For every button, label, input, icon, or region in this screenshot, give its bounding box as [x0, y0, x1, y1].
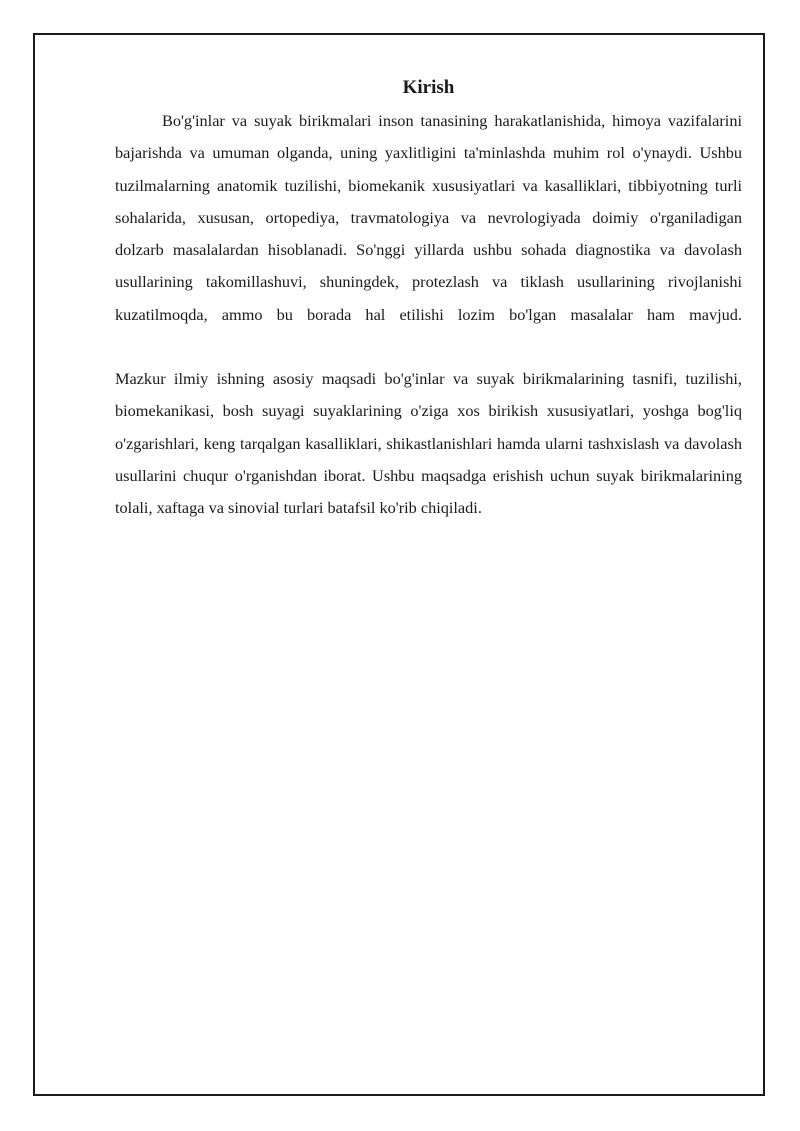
paragraph-objective: Mazkur ilmiy ishning asosiy maqsadi bo'g'inlar va suyak birikmalarining tasnifi, tuzilishi, biomekanikasi, bosh suyagi suyaklarining o'ziga xos birikish xususiyatlari, yoshga bog'liq o'zgarishlari, keng tarqalgan kasalliklari, shikastlanishlari hamda ularni tashxislash va davolash usullarini chuqur o'rganishdan iborat. Ushbu maqsadga erishish uchun suyak birikmalarining tolali, xaftaga va sinovial turlari batafsil ko'rib chiqiladi. — [115, 369, 742, 518]
document-body — [115, 74, 742, 525]
document-title: Kirish — [402, 77, 455, 98]
paragraph-introduction: Bo'g'inlar va suyak birikmalari inson tanasining harakatlanishida, himoya vazifalarini bajarishda va umuman olganda, uning yaxlitligini ta'minlashda muhim rol o'ynaydi. Ushbu tuzilmalarning anatomik tuzilishi, biomekanik xususiyatlari va kasalliklari, tibbiyotning turli sohalarida, xususan, ortopediya, travmatologiya va nevrologiyada doimiy o'rganiladigan dolzarb masalalardan hisoblanadi. So'nggi yillarda ushbu sohada diagnostika va davolash usullarining takomillashuvi, shuningdek, protezlash va tiklash usullarining rivojlanishi kuzatilmoqda, ammo bu borada hal etilishi lozim bo'lgan masalalar ham mavjud. — [115, 111, 742, 324]
paragraph-spacer — [115, 331, 742, 363]
